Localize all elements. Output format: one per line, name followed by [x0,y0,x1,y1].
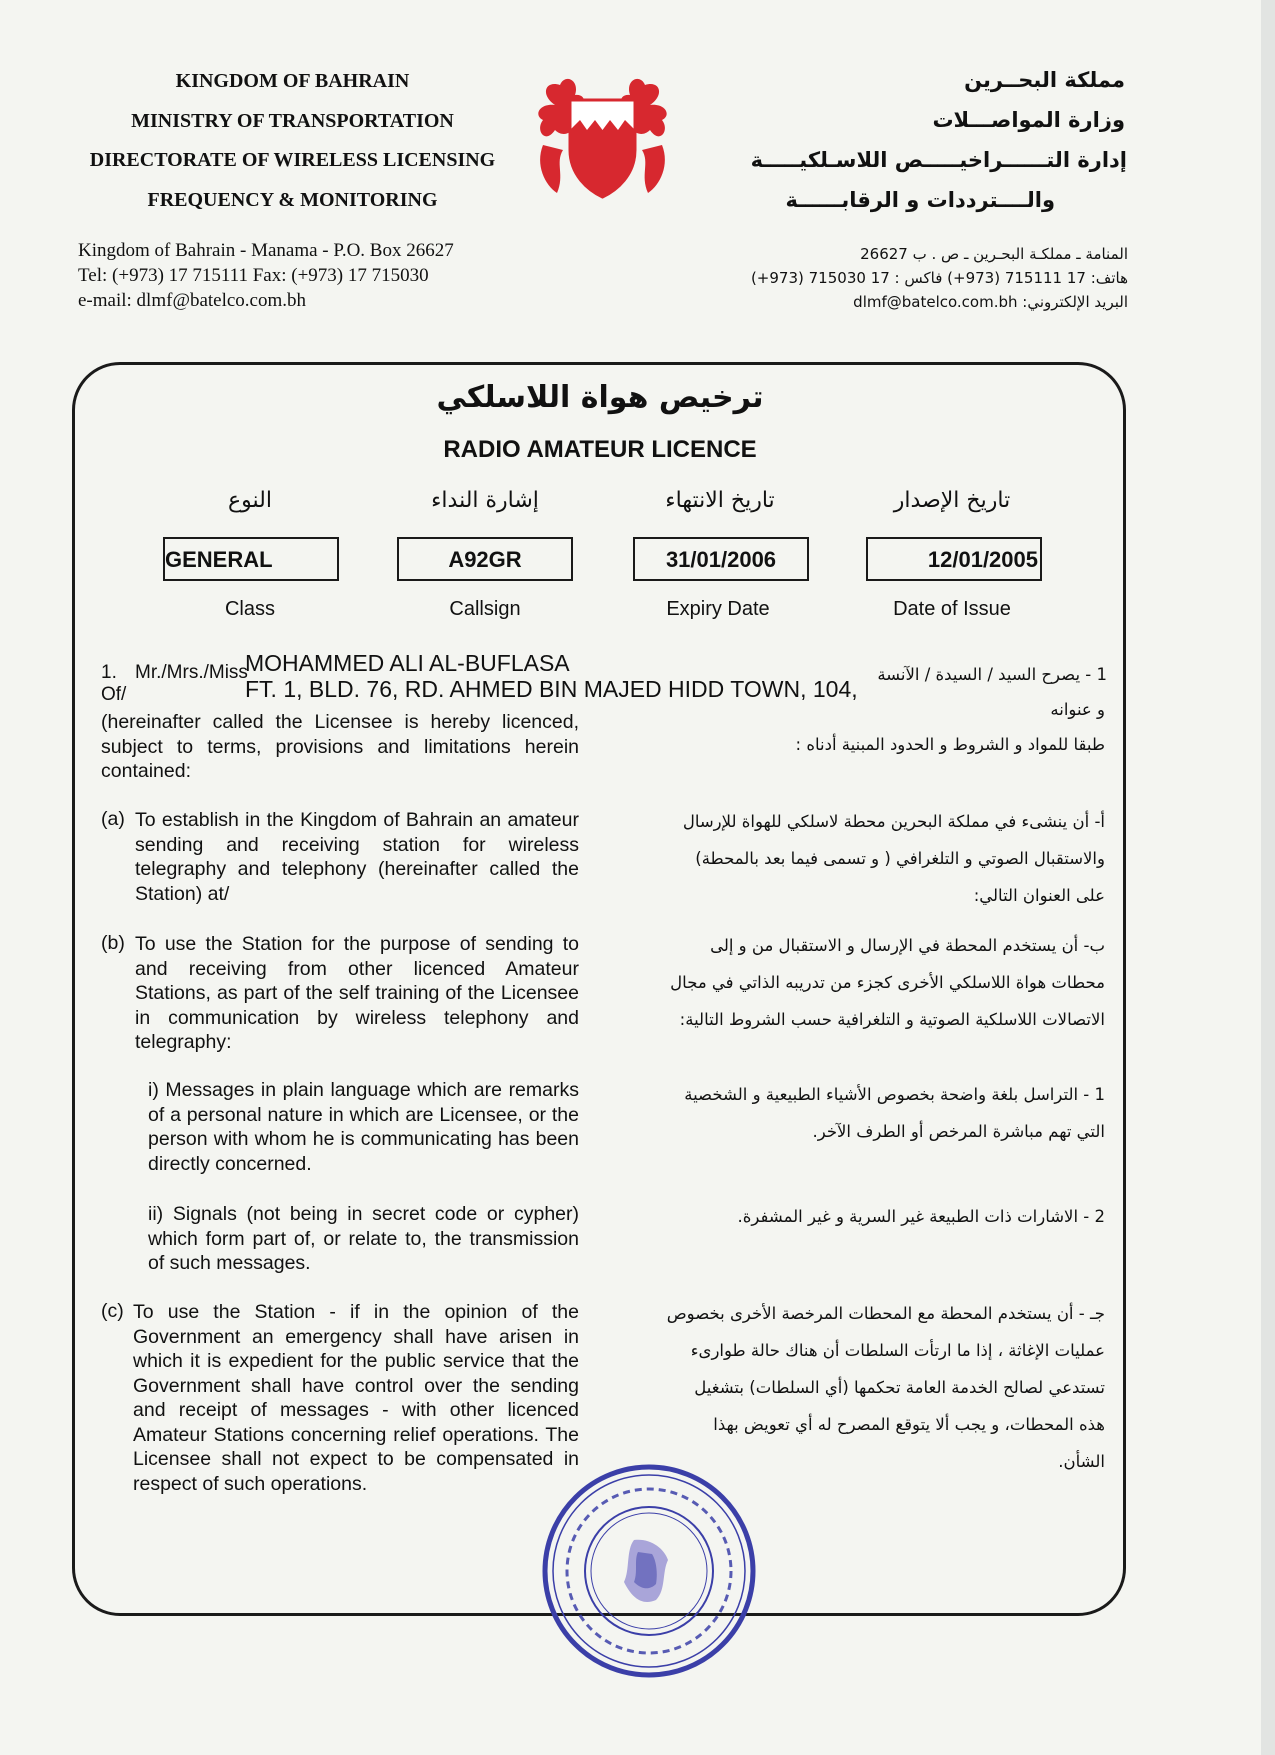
clause-b-ii-ar: 2 - الاشارات ذات الطبيعة غير السرية و غير المشفرة. [737,1207,1105,1226]
official-stamp-icon [538,1460,760,1682]
address-ar-line-2: هاتف: 17 715111 (973+) فاكس : 17 715030 (973+) [750,269,1128,287]
clause-b-ar: ب- أن يستخدم المحطة في الإرسال و الاستقبال من و إلى محطات هواة اللاسلكي الأخرى كجزء من تدريبه الذاتي في مجال الاتصالات اللاسلكية الصوتية و التلغرافية حسب الشروط التالية: [670,936,1105,1029]
header-ar-line-3: إدارة التــــــراخيـــــص اللاسـلكيـــــة [750,148,1127,172]
clause-1-ar-line-1: 1 - يصرح السيد / السيدة / الآنسة [877,665,1107,684]
clause-b-label: (b) [101,932,125,954]
scan-edge [1261,0,1275,1755]
clause-b-i-ar: 1 - التراسل بلغة واضحة بخصوص الأشياء الطبيعية و الشخصية التي تهم مباشرة المرخص أو الطرف الآخر. [684,1085,1105,1141]
expiry-label-en: Expiry Date [666,598,770,620]
licence-title-ar: ترخيص هواة اللاسلكي [436,380,764,415]
issue-date-value: 12/01/2005 [866,537,1042,581]
holder-name: MOHAMMED ALI AL-BUFLASA [245,650,570,676]
clause-b-ii-text: ii) Signals (not being in secret code or cypher) which form part of, or relate to, the transmission of such messages. [148,1203,579,1274]
licence-title-en: RADIO AMATEUR LICENCE [443,436,757,463]
callsign-value: A92GR [397,537,573,581]
clause-b-i-text: i) Messages in plain language which are remarks of a personal nature in which are Licensee, or the person with whom he is communicating has been directly concerned. [148,1079,579,1175]
header-en-line-1: KINGDOM OF BAHRAIN [175,70,410,92]
clause-c-label: (c) [101,1300,124,1322]
clause-1-body: (hereinafter called the Licensee is hereby licenced, subject to terms, provisions and limitations herein contained: [101,711,579,782]
class-label-en: Class [224,598,275,620]
of-label: Of/ [101,684,127,705]
title-label: Mr./Mrs./Miss [135,662,248,683]
expiry-date-value: 31/01/2006 [633,537,809,581]
clause-a-label: (a) [101,808,125,830]
clause-1-number: 1. [101,662,117,683]
clause-c-text: To use the Station - if in the opinion of the Government an emergency shall have arisen in which it is expedient for the public service that the Government shall have control over the sending and receipt of messages - with other licenced Amateur Stations concerning relief operations. The Licensee shall not expect to be compensated in respect of such operations. [133,1301,579,1495]
address-ar-line-3: البريد الإلكتروني: dlmf@batelco.com.bh [853,293,1128,311]
class-label-ar: النوع [228,488,272,513]
header-ar-line-2: وزارة المواصـــلات [932,108,1125,132]
clause-a-text: To establish in the Kingdom of Bahrain an amateur sending and receiving station for wireless telegraphy and telephony (hereinafter called the Station) at/ [135,809,579,905]
clause-1-ar-line-2: و عنوانه [1050,700,1105,719]
address-en-line-1: Kingdom of Bahrain - Manama - P.O. Box 26627 [78,240,454,261]
issue-label-ar: تاريخ الإصدار [893,488,1011,513]
clause-b-text: To use the Station for the purpose of sending to and receiving from other licenced Amateur Stations, as part of the self training of the Licensee in communication by wireless telephony and telegraphy: [135,933,579,1053]
clause-1-ar-line-3: طبقا للمواد و الشروط و الحدود المبنية أدناه : [795,735,1105,754]
callsign-label-ar: إشارة النداء [431,488,539,513]
header-en-line-4: FREQUENCY & MONITORING [147,189,438,211]
header-ar-line-1: مملكة البحــرين [964,68,1125,92]
class-value: GENERAL [163,537,339,581]
header-en-line-3: DIRECTORATE OF WIRELESS LICENSING [89,149,496,171]
address-en-line-3: e-mail: dlmf@batelco.com.bh [78,290,307,311]
clause-c-ar: جـ - أن يستخدم المحطة مع المحطات المرخصة الأخرى بخصوص عمليات الإغاثة ، إذا ما ارتأت السلطات أن هناك حالة طوارىء تستدعي لصالح الخدمة العامة تحكمها (أي السلطات) بتشغيل هذه المحطات، و يجب ألا يتوقع المصرح له أي تعويض بهذا الشأن. [666,1304,1105,1471]
header-ar-line-4: والــــترددات و الرقابــــــة [785,188,1055,212]
clause-a-ar: أ- أن ينشىء في مملكة البحرين محطة لاسلكي للهواة للإرسال والاستقبال الصوتي و التلغرافي ( و تسمى فيما بعد بالمحطة) على العنوان التالي: [682,812,1105,905]
expiry-label-ar: تاريخ الانتهاء [665,488,775,513]
callsign-label-en: Callsign [449,598,521,620]
coat-of-arms-icon [535,75,670,205]
issue-label-en: Date of Issue [893,598,1011,620]
header-en-line-2: MINISTRY OF TRANSPORTATION [131,110,454,132]
address-ar-line-1: المنامة ـ مملكـة البحـرين ـ ص . ب 26627 [860,245,1128,263]
address-en-line-2: Tel: (+973) 17 715111 Fax: (+973) 17 715030 [78,265,429,286]
holder-address: FT. 1, BLD. 76, RD. AHMED BIN MAJED HIDD TOWN, 104, [245,676,858,702]
